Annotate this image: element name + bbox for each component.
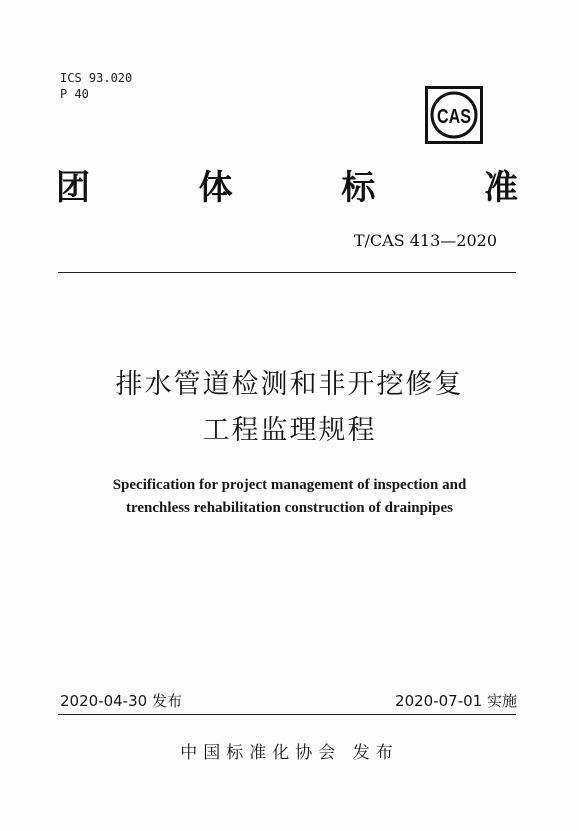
top-divider [58,272,516,273]
publisher: 中国标准化协会 发布 [180,743,399,763]
logo-text: CAS [437,106,471,128]
cas-logo-icon [425,86,483,144]
ics-code: ICS 93.020 [60,71,133,85]
title-zh-line-2: 工程监理规程 [202,415,377,446]
standard-number: T/CAS 413—2020 [353,231,497,250]
standard-type-char-3: 标 [341,167,376,208]
standard-type-char-1: 团 [56,167,90,208]
title-zh-line-1: 排水管道检测和非开挖修复 [115,369,464,400]
standard-type [56,160,518,208]
bottom-divider [58,714,516,715]
title-en-line-2: trenchless rehabilitation construction of drainpipes [126,500,453,516]
standard-type-char-2: 体 [198,167,233,208]
implementation-date: 2020-07-01 实施 [395,692,517,710]
ccs-code: P 40 [60,87,89,101]
standard-type-char-4: 准 [483,167,518,208]
title-en-line-1: Specification for project management of inspection and [112,477,467,493]
classification-codes [60,70,132,102]
issue-date: 2020-04-30 发布 [60,692,182,710]
